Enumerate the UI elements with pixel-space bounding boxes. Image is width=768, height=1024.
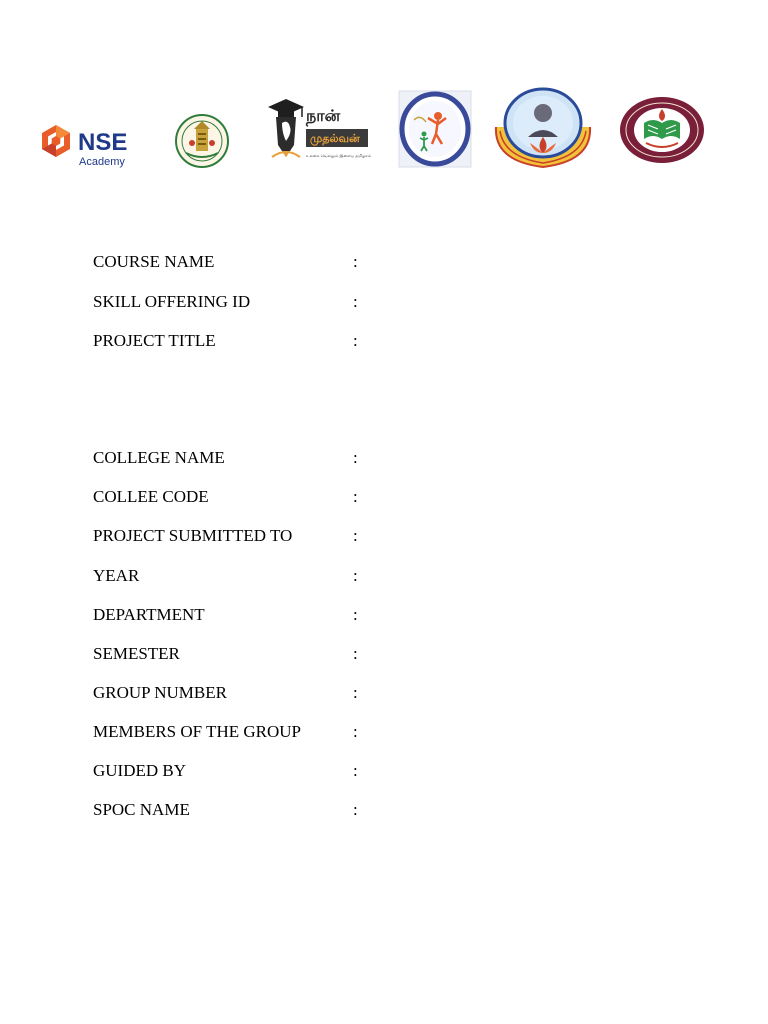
tnsdc-logo [398,90,472,168]
college-seal-logo [618,95,706,165]
field-label: PROJECT SUBMITTED TO [93,526,293,545]
field-row-year [93,565,393,587]
pencil-map-icon [272,117,300,157]
naan-tagline-text: உலகை வெல்லும் இளைய தமிழகம் [306,153,371,158]
field-row-project-submitted-to [93,525,393,547]
field-colon: : [353,722,358,741]
field-colon: : [353,526,358,545]
field-colon: : [353,292,358,311]
field-row-spoc-name [93,799,393,821]
field-colon: : [353,566,358,585]
university-seal-logo [490,87,596,169]
field-colon: : [353,331,358,350]
field-label: COLLEGE NAME [93,448,225,467]
field-label: YEAR [93,566,140,585]
field-label: COLLEE CODE [93,487,209,506]
field-label: GUIDED BY [93,761,187,780]
field-label: DEPARTMENT [93,605,205,624]
field-label: SEMESTER [93,644,180,663]
field-colon: : [353,761,358,780]
tamil-nadu-emblem-logo [174,113,230,169]
naan-mudhalvan-logo [264,97,374,167]
field-label: SPOC NAME [93,800,190,819]
field-row-college-code [93,486,393,508]
field-row-department [93,604,393,626]
nse-academy-logo [38,123,142,169]
field-label: MEMBERS OF THE GROUP [93,722,301,741]
field-row-college-name [93,447,393,469]
nse-sub-text: Academy [79,156,125,168]
logo-strip [0,85,768,175]
field-row-members-of-the-group [93,721,393,743]
naan-title-text: நான் [306,106,341,125]
field-label: COURSE NAME [93,252,215,271]
field-row-guided-by [93,760,393,782]
field-colon: : [353,252,358,271]
field-colon: : [353,683,358,702]
field-label: SKILL OFFERING ID [93,292,251,311]
field-label: GROUP NUMBER [93,683,227,702]
field-row-project-title [93,330,393,352]
field-row-group-number [93,682,393,704]
field-colon: : [353,487,358,506]
field-label: PROJECT TITLE [93,331,216,350]
field-colon: : [353,800,358,819]
field-colon: : [353,448,358,467]
nse-brand-text: NSE [78,129,128,156]
field-row-skill-offering-id [93,291,393,313]
graduation-cap-icon [268,99,304,117]
nse-mark-icon [42,125,70,157]
field-colon: : [353,605,358,624]
naan-subtitle-text: முதல்வன் [310,132,360,145]
field-row-semester [93,643,393,665]
field-colon: : [353,644,358,663]
field-row-course-name [93,251,393,273]
